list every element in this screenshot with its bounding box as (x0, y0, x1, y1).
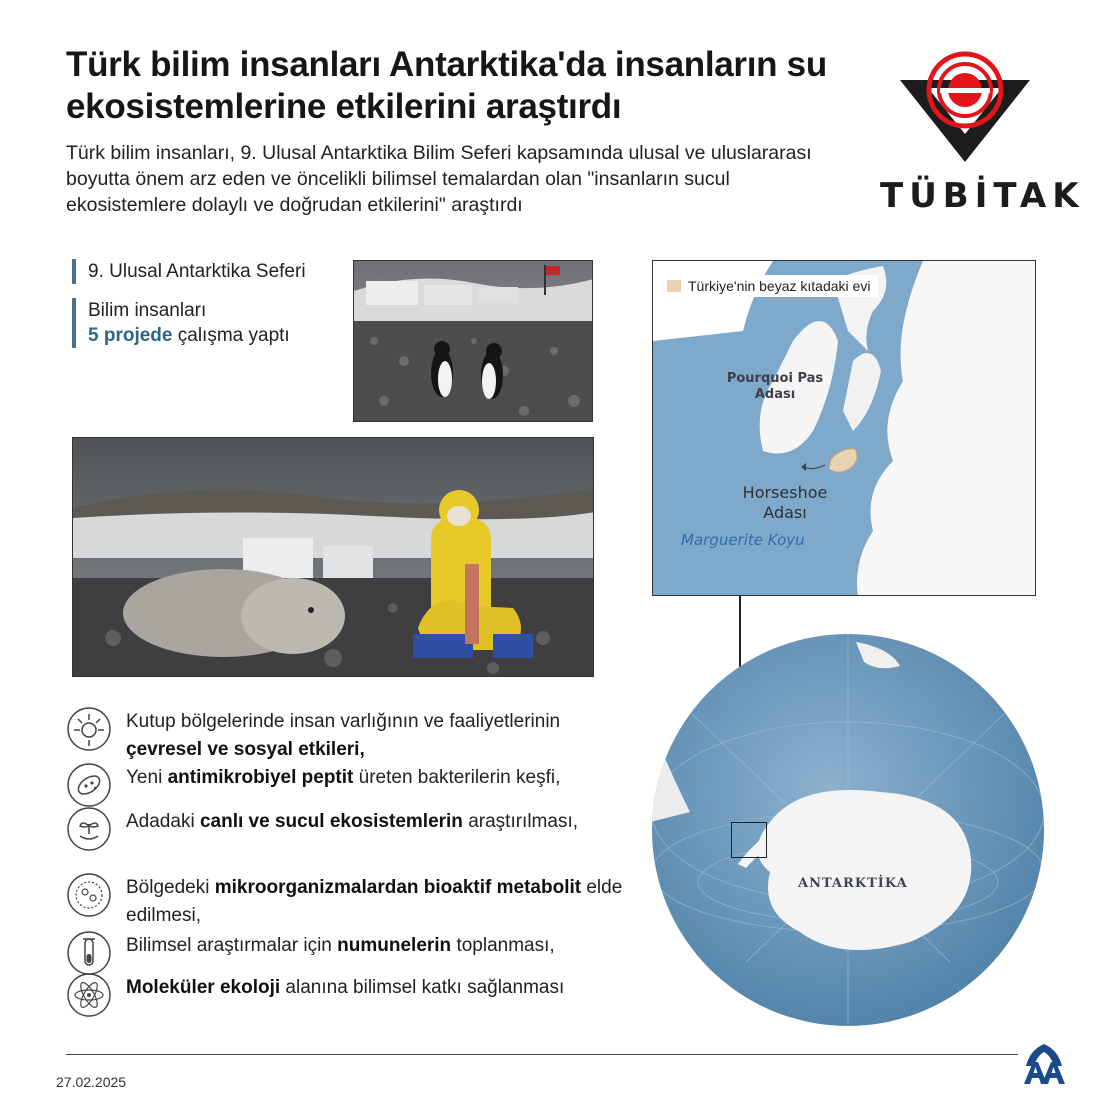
project-stat (72, 298, 290, 348)
aa-logo (1020, 1040, 1068, 1088)
pourquoi-pas-label: Pourquoi Pas Adası (726, 371, 824, 402)
publish-date: 27.02.2025 (56, 1074, 127, 1090)
sample-tube-icon (66, 930, 112, 976)
project-suffix: çalışma yaptı (172, 325, 290, 346)
human-impact-icon (66, 706, 112, 752)
scientist-seal-photo (72, 437, 594, 677)
legend-text: Türkiye'nin beyaz kıtadaki evi (688, 278, 871, 294)
ecosystem-icon (66, 806, 112, 852)
scientists-text: Bilim insanları (88, 300, 207, 321)
microorganism-icon (66, 872, 112, 918)
seal (123, 569, 345, 657)
map-legend (661, 275, 878, 297)
expedition-text: 9. Ulusal Antarktika Seferi (88, 261, 306, 282)
page-subtitle: Türk bilim insanları, 9. Ulusal Antarktika Bilim Seferi kapsamında ulusal ve uluslararası boyutta önem arz eden ve öncelikli bilimsel temalardan olan "insanların sucul ekosistemlere dolaylı ve doğrudan etkilerini" araştırdı (66, 142, 812, 216)
item-text: Moleküler ekoloji alanına bilimsel katkı sağlanması (126, 977, 565, 998)
page-title: Türk bilim insanları Antarktika'da insanların su ekosistemlerine etkilerini araştırdı (66, 45, 827, 126)
atom-icon (66, 972, 112, 1018)
project-count: 5 projede (88, 325, 173, 346)
marguerite-bay-label: Marguerite Koyu (681, 531, 805, 549)
bacteria-icon (66, 762, 112, 808)
item-text: Yeni antimikrobiyel peptit üreten bakterilerin keşfi, (126, 767, 561, 788)
item-text: Bilimsel araştırmalar için numunelerin toplanması, (126, 935, 555, 956)
legend-swatch (667, 280, 681, 292)
item-text: Adadaki canlı ve sucul ekosistemlerin araştırılması, (126, 811, 578, 832)
penguins-photo (353, 260, 593, 422)
item-text: Bölgedeki mikroorganizmalardan bioaktif metabolit elde edilmesi, (126, 877, 623, 926)
tubitak-wordmark: TÜBİTAK (880, 176, 1085, 216)
antarctica-globe (650, 632, 1046, 1028)
horseshoe-island-map (652, 260, 1036, 596)
antarctica-label: ANTARKTİKA (798, 876, 908, 891)
penguin-left (431, 341, 453, 397)
footer-divider (66, 1054, 1018, 1055)
horseshoe-label: Horseshoe Adası (742, 483, 828, 522)
expedition-label (72, 259, 306, 284)
item-text: Kutup bölgelerinde insan varlığının ve faaliyetlerinin çevresel ve sosyal etkileri, (126, 711, 561, 760)
map-focus-box (731, 822, 767, 858)
